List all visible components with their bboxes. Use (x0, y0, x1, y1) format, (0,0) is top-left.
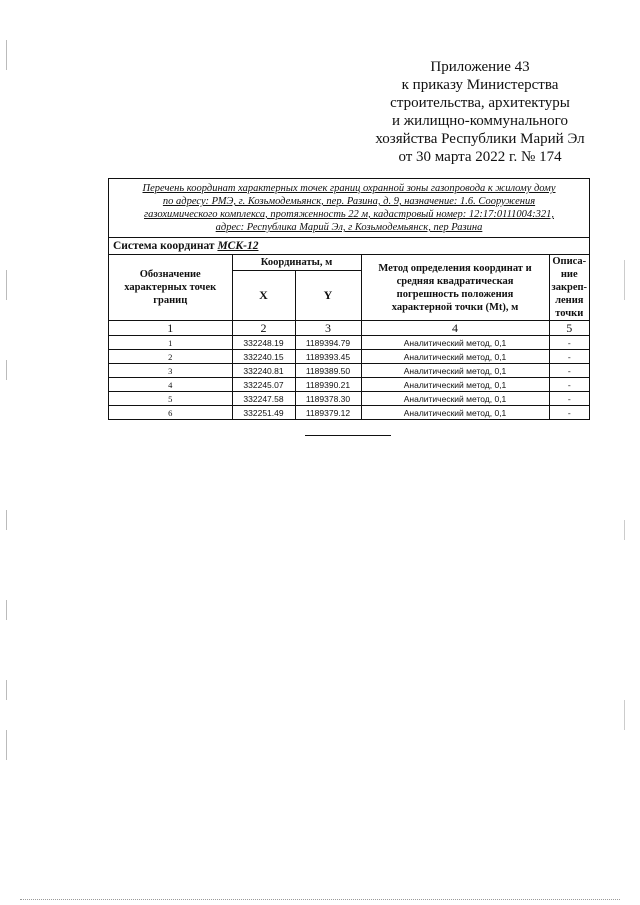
header-line: Приложение 43 (430, 59, 530, 75)
description-cell: - (549, 392, 589, 406)
table-row (109, 392, 589, 406)
coord-y: 1189390.21 (295, 378, 361, 392)
scan-edge-marks-right (624, 40, 628, 760)
point-id: 3 (109, 364, 232, 378)
point-id: 5 (109, 392, 232, 406)
appendix-header (350, 58, 610, 166)
scan-edge-marks-left (6, 40, 10, 760)
description-cell: - (549, 336, 589, 350)
point-id: 1 (109, 336, 232, 350)
column-number: 2 (232, 321, 295, 336)
coordinate-system (109, 238, 589, 255)
method-cell: Аналитический метод, 0,1 (361, 378, 549, 392)
description-cell: - (549, 378, 589, 392)
method-cell: Аналитический метод, 0,1 (361, 406, 549, 420)
table-row (109, 378, 589, 392)
column-number: 3 (295, 321, 361, 336)
coord-x: 332251.49 (232, 406, 295, 420)
coord-y: 1189394.79 (295, 336, 361, 350)
header-y: Y (295, 270, 361, 320)
column-number: 4 (361, 321, 549, 336)
header-x: X (232, 270, 295, 320)
coord-x: 332247.58 (232, 392, 295, 406)
coord-y: 1189378.30 (295, 392, 361, 406)
header-coordinates: Координаты, м (232, 255, 361, 270)
header-description: Описа-ние закреп-ления точки (549, 255, 589, 321)
method-cell: Аналитический метод, 0,1 (361, 350, 549, 364)
coord-x: 332240.15 (232, 350, 295, 364)
separator-line (305, 435, 391, 436)
table-row (109, 406, 589, 420)
method-cell: Аналитический метод, 0,1 (361, 364, 549, 378)
description-cell: - (549, 406, 589, 420)
coord-x: 332245.07 (232, 378, 295, 392)
coord-y: 1189389.50 (295, 364, 361, 378)
method-cell: Аналитический метод, 0,1 (361, 336, 549, 350)
description-cell: - (549, 364, 589, 378)
coord-y: 1189393.45 (295, 350, 361, 364)
point-id: 2 (109, 350, 232, 364)
table-row (109, 364, 589, 378)
title-line: адрес: Республика Марий Эл, г Козьмодемьянск, пер Разина (215, 222, 483, 233)
method-cell: Аналитический метод, 0,1 (361, 392, 549, 406)
header-line: к приказу Министерства (401, 77, 559, 93)
title-line: по адресу: РМЭ, г. Козьмодемьянск, пер. Разина, д. 9, назначение: 1.6. Сооружения (162, 196, 536, 207)
scan-bottom-edge (20, 899, 620, 900)
table-row (109, 350, 589, 364)
coordinates-form (108, 178, 590, 420)
column-number: 5 (549, 321, 589, 336)
header-method: Метод определения координат и средняя квадратическая погрешность положения характерной точки (Mt), м (361, 255, 549, 321)
header-line: хозяйства Республики Марий Эл (375, 131, 585, 147)
title-line: Перечень координат характерных точек границ охранной зоны газопровода к жилому дому (142, 183, 556, 194)
table-row (109, 336, 589, 350)
coordinate-system-label: Система координат (113, 240, 215, 252)
title-line: газохимического комплекса, протяженность 22 м, кадастровый номер: 12:17:0111004:321, (144, 209, 554, 220)
column-number: 1 (109, 321, 232, 336)
description-cell: - (549, 350, 589, 364)
point-id: 4 (109, 378, 232, 392)
header-line: и жилищно-коммунального (392, 113, 568, 129)
coord-y: 1189379.12 (295, 406, 361, 420)
header-designation: Обозначение характерных точек границ (109, 255, 232, 321)
point-id: 6 (109, 406, 232, 420)
list-title (109, 179, 589, 238)
header-line: от 30 марта 2022 г. № 174 (398, 149, 562, 165)
coord-x: 332240.81 (232, 364, 295, 378)
coordinates-table (109, 255, 589, 419)
header-line: строительства, архитектуры (390, 95, 570, 111)
coordinate-system-value: МСК-12 (217, 240, 259, 252)
coord-x: 332248.19 (232, 336, 295, 350)
